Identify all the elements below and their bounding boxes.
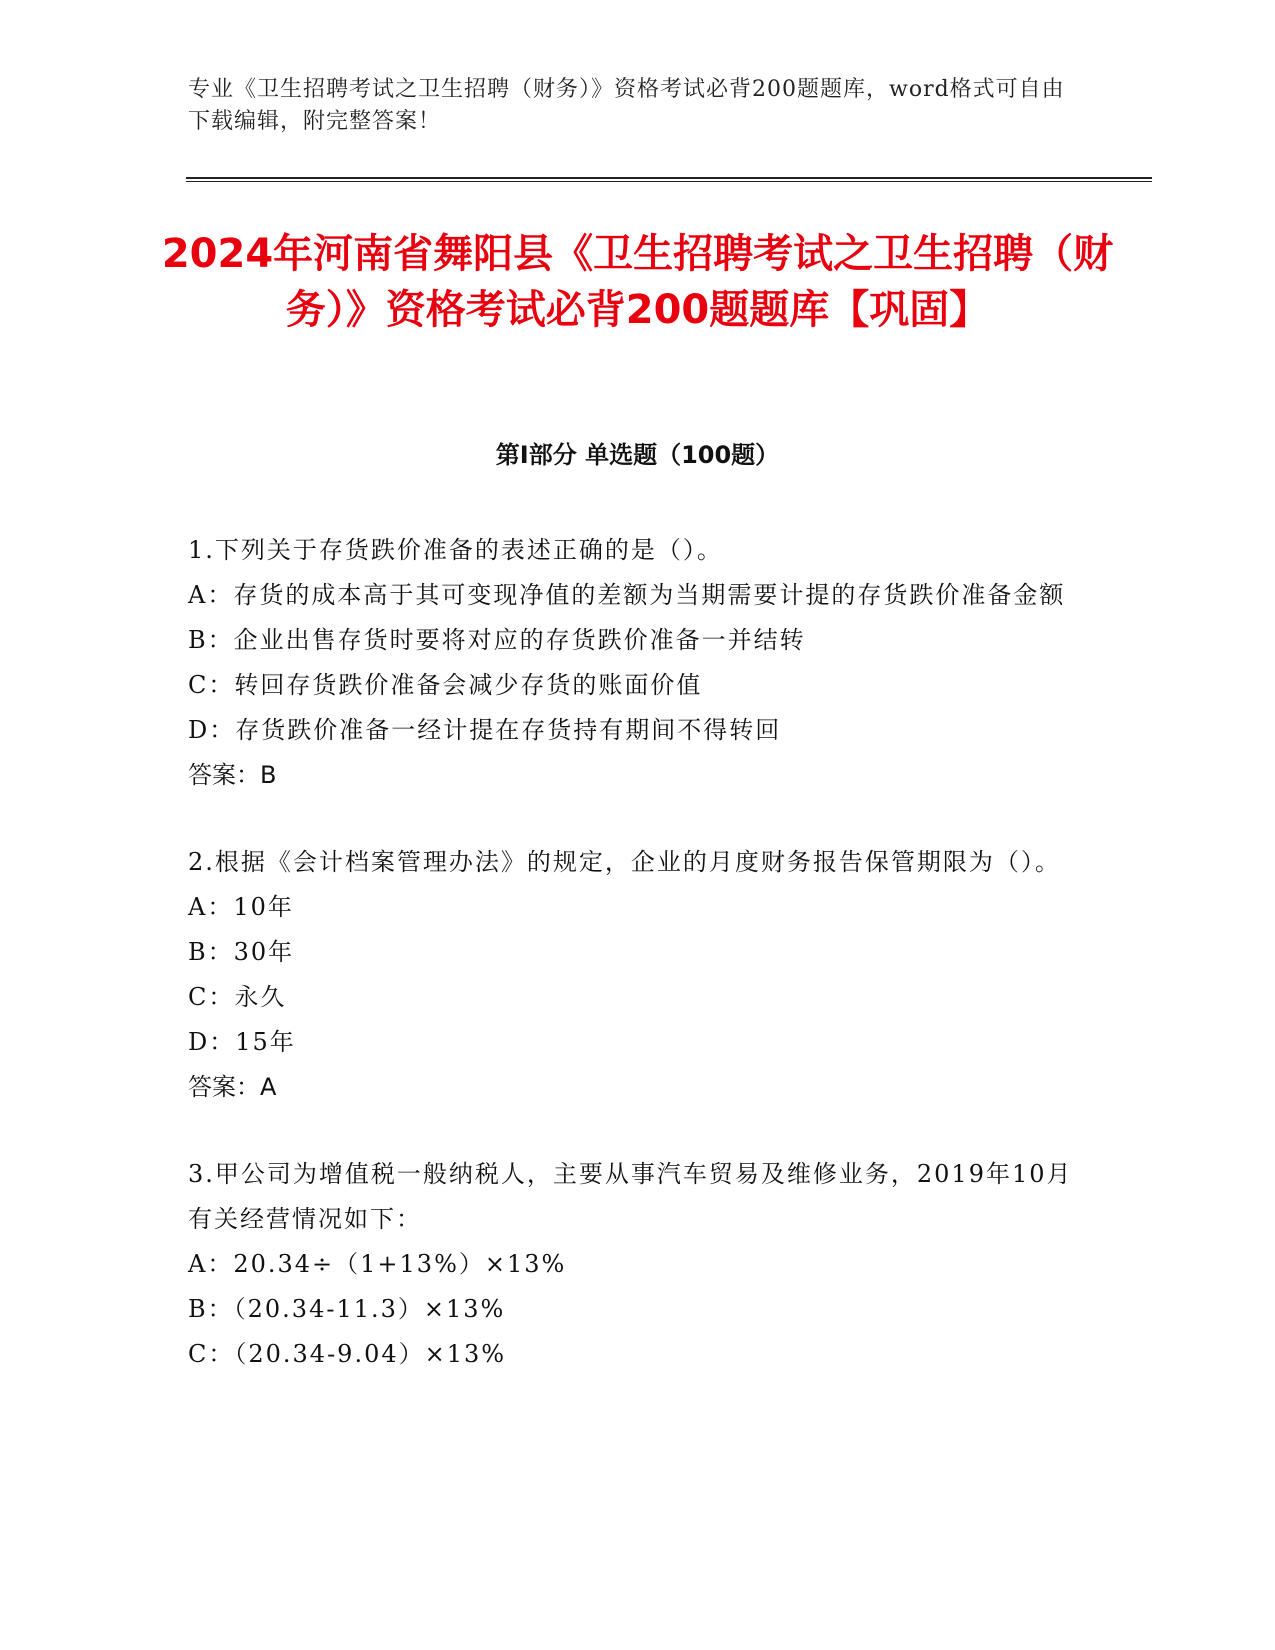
option-c: C：（20.34-9.04）×13%: [188, 1340, 507, 1368]
question-1: [188, 528, 1088, 798]
header-rule-thin: [186, 181, 1152, 182]
option-b: B：30年: [188, 938, 295, 966]
option-b: B：企业出售存货时要将对应的存货跌价准备一并结转: [188, 626, 806, 654]
question-list: [188, 528, 1088, 1419]
option-c: C：永久: [188, 983, 287, 1011]
option-a: A：存货的成本高于其可变现净值的差额为当期需要计提的存货跌价准备金额: [188, 581, 1066, 609]
header-rule: [186, 177, 1152, 179]
header-note: 专业《卫生招聘考试之卫生招聘（财务）》资格考试必背200题题库，word格式可自由下载编辑，附完整答案！: [188, 77, 1065, 134]
answer: 答案：A: [188, 1073, 277, 1101]
question-stem: 3.甲公司为增值税一般纳税人，主要从事汽车贸易及维修业务，2019年10月有关经营情况如下：: [188, 1160, 1073, 1233]
question-3: [188, 1152, 1088, 1377]
option-d: D：存货跌价准备一经计提在存货持有期间不得转回: [188, 716, 782, 744]
option-a: A：20.34÷（1+13%）×13%: [188, 1250, 567, 1278]
question-2: [188, 840, 1088, 1110]
section-title: 第I部分 单选题（100题）: [495, 441, 780, 469]
document-title: 2024年河南省舞阳县《卫生招聘考试之卫生招聘（财务）》资格考试必背200题题库【巩固】: [161, 231, 1114, 333]
option-d: D：15年: [188, 1028, 296, 1056]
question-stem: 2.根据《会计档案管理办法》的规定，企业的月度财务报告保管期限为（）。: [188, 848, 1061, 876]
answer: 答案：B: [188, 761, 277, 789]
option-c: C：转回存货跌价准备会减少存货的账面价值: [188, 671, 703, 699]
option-a: A：10年: [188, 893, 294, 921]
question-stem: 1.下列关于存货跌价准备的表述正确的是（）。: [188, 536, 723, 564]
option-b: B：（20.34-11.3）×13%: [188, 1295, 506, 1323]
